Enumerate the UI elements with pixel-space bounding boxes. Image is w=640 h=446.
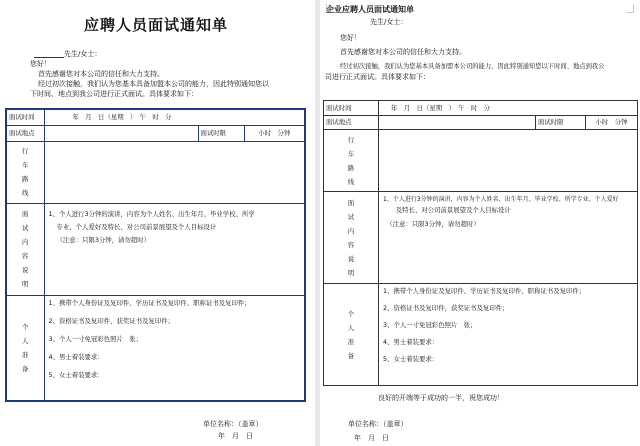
prep-label: 个 人 准 备 bbox=[324, 284, 379, 386]
prep-line: 1、携带个人身份证及复印件、学历证书及复印件、职称证书及复印件； bbox=[48, 298, 251, 307]
hello-text: 您好！ bbox=[340, 34, 361, 42]
paragraph-1: 首先感谢您对本公司的信任和大力支持。 bbox=[38, 70, 164, 78]
content-label: 面 试 内 容 说 明 bbox=[6, 203, 44, 295]
time-value[interactable]: 年 月 日（星期 ） 午 时 分 bbox=[379, 101, 638, 116]
interview-table bbox=[323, 100, 638, 386]
limit-label: 面试时限 bbox=[536, 116, 586, 130]
place-row bbox=[6, 125, 305, 141]
page-title: 应聘人员面试通知单 bbox=[84, 16, 229, 34]
time-label: 面试时间 bbox=[324, 101, 379, 116]
route-label: 行 车 路 线 bbox=[6, 141, 44, 203]
paragraph-1: 首先感谢您对本公司的信任和大力支持。 bbox=[340, 48, 466, 56]
limit-value[interactable]: 小时 分钟 bbox=[586, 116, 638, 130]
name-blank[interactable] bbox=[34, 51, 64, 58]
prep-line: 5、女士着装要求： bbox=[48, 370, 104, 379]
place-label: 面试地点 bbox=[324, 116, 379, 130]
time-row bbox=[6, 109, 305, 125]
content-line: （注意：只限3分钟，请勿超时） bbox=[383, 220, 480, 228]
content-line: 1、个人进行3分钟的演讲，内容为个人姓名、出生年月、毕业学校、所学 bbox=[48, 209, 255, 218]
place-row bbox=[324, 116, 638, 130]
prep-value bbox=[44, 295, 305, 401]
left-document-page bbox=[0, 0, 315, 446]
content-row bbox=[6, 203, 305, 295]
route-value[interactable] bbox=[379, 130, 638, 192]
prep-row bbox=[6, 295, 305, 401]
content-value bbox=[44, 203, 305, 295]
right-document-page bbox=[320, 0, 640, 446]
prep-line: 3、个人一寸免冠彩色照片 张； bbox=[383, 321, 477, 329]
paragraph-3: 司进行正式面试。具体要求如下： bbox=[325, 73, 430, 81]
prep-line: 5、女士着装要求： bbox=[383, 355, 439, 363]
route-value[interactable] bbox=[44, 141, 305, 203]
time-row bbox=[324, 101, 638, 116]
prep-label: 个 人 准 备 bbox=[6, 295, 44, 401]
unit-name: 单位名称：（盖章） bbox=[348, 420, 408, 428]
content-line: 1、个人进行3分钟的演讲，内容为个人姓名、出生年月、毕业学校、所学专业、个人爱好 bbox=[383, 196, 619, 203]
place-value[interactable] bbox=[44, 125, 198, 141]
place-value[interactable] bbox=[379, 116, 536, 130]
content-line: （注意：只限3分钟，请勿超时） bbox=[56, 235, 151, 244]
time-label: 面试时间 bbox=[6, 109, 44, 125]
paragraph-2: 经过初次接触，我们认为您基本具备加盟本公司的能力，因此特别通知您以下时间、地点到我公 bbox=[340, 63, 605, 70]
greeting-text: 先生/女士： bbox=[64, 50, 102, 58]
content-row bbox=[324, 192, 638, 284]
prep-line: 3、个人一寸免冠彩色照片 张； bbox=[48, 334, 143, 343]
content-label: 面 试 内 容 说 明 bbox=[324, 192, 379, 284]
content-line: 及特长、对公司前景展望及个人目标设计 bbox=[383, 206, 511, 214]
margin-mark bbox=[626, 12, 634, 13]
margin-mark bbox=[633, 4, 634, 12]
prep-line: 4、男士着装要求： bbox=[48, 352, 104, 361]
prep-line: 1、携带个人身份证及复印件、学历证书及复印件、职称证书及复印件； bbox=[383, 287, 586, 295]
footer-note: 良好的开端等于成功的一半，祝您成功！ bbox=[378, 394, 504, 402]
content-line: 专业、个人爱好及特长、对公司前景展望及个人目标设计 bbox=[56, 222, 217, 231]
greeting-line: 先生/女士： bbox=[370, 18, 408, 26]
date-line: 年 月 日 bbox=[218, 432, 253, 440]
prep-row bbox=[324, 284, 638, 386]
page-title: 企业应聘人员面试通知单 bbox=[326, 5, 414, 14]
limit-value[interactable]: 小时 分钟 bbox=[244, 125, 305, 141]
prep-line: 4、男士着装要求： bbox=[383, 338, 439, 346]
limit-label: 面试时限 bbox=[198, 125, 244, 141]
place-label: 面试地点 bbox=[6, 125, 44, 141]
unit-name: 单位名称：（盖章） bbox=[203, 420, 263, 428]
prep-line: 2、资格证书及复印件，获奖证书及复印件； bbox=[383, 304, 509, 312]
paragraph-2: 经过初次接触，我们认为您基本具备加盟本公司的能力，因此特别通知您以 bbox=[38, 80, 269, 88]
greeting-line bbox=[34, 50, 101, 58]
interview-table bbox=[5, 108, 306, 402]
hello-text: 您好！ bbox=[30, 60, 51, 68]
paragraph-3: 下时间、地点到我公司进行正式面试。具体要求如下： bbox=[30, 90, 198, 98]
route-row bbox=[324, 130, 638, 192]
prep-value bbox=[379, 284, 638, 386]
content-value bbox=[379, 192, 638, 284]
date-line: 年 月 日 bbox=[354, 434, 389, 442]
prep-line: 2、资格证书及复印件，获奖证书及复印件； bbox=[48, 316, 174, 325]
route-row bbox=[6, 141, 305, 203]
route-label: 行 车 路 线 bbox=[324, 130, 379, 192]
time-value[interactable]: 年 月 日（星期 ） 午 时 分 bbox=[44, 109, 305, 125]
